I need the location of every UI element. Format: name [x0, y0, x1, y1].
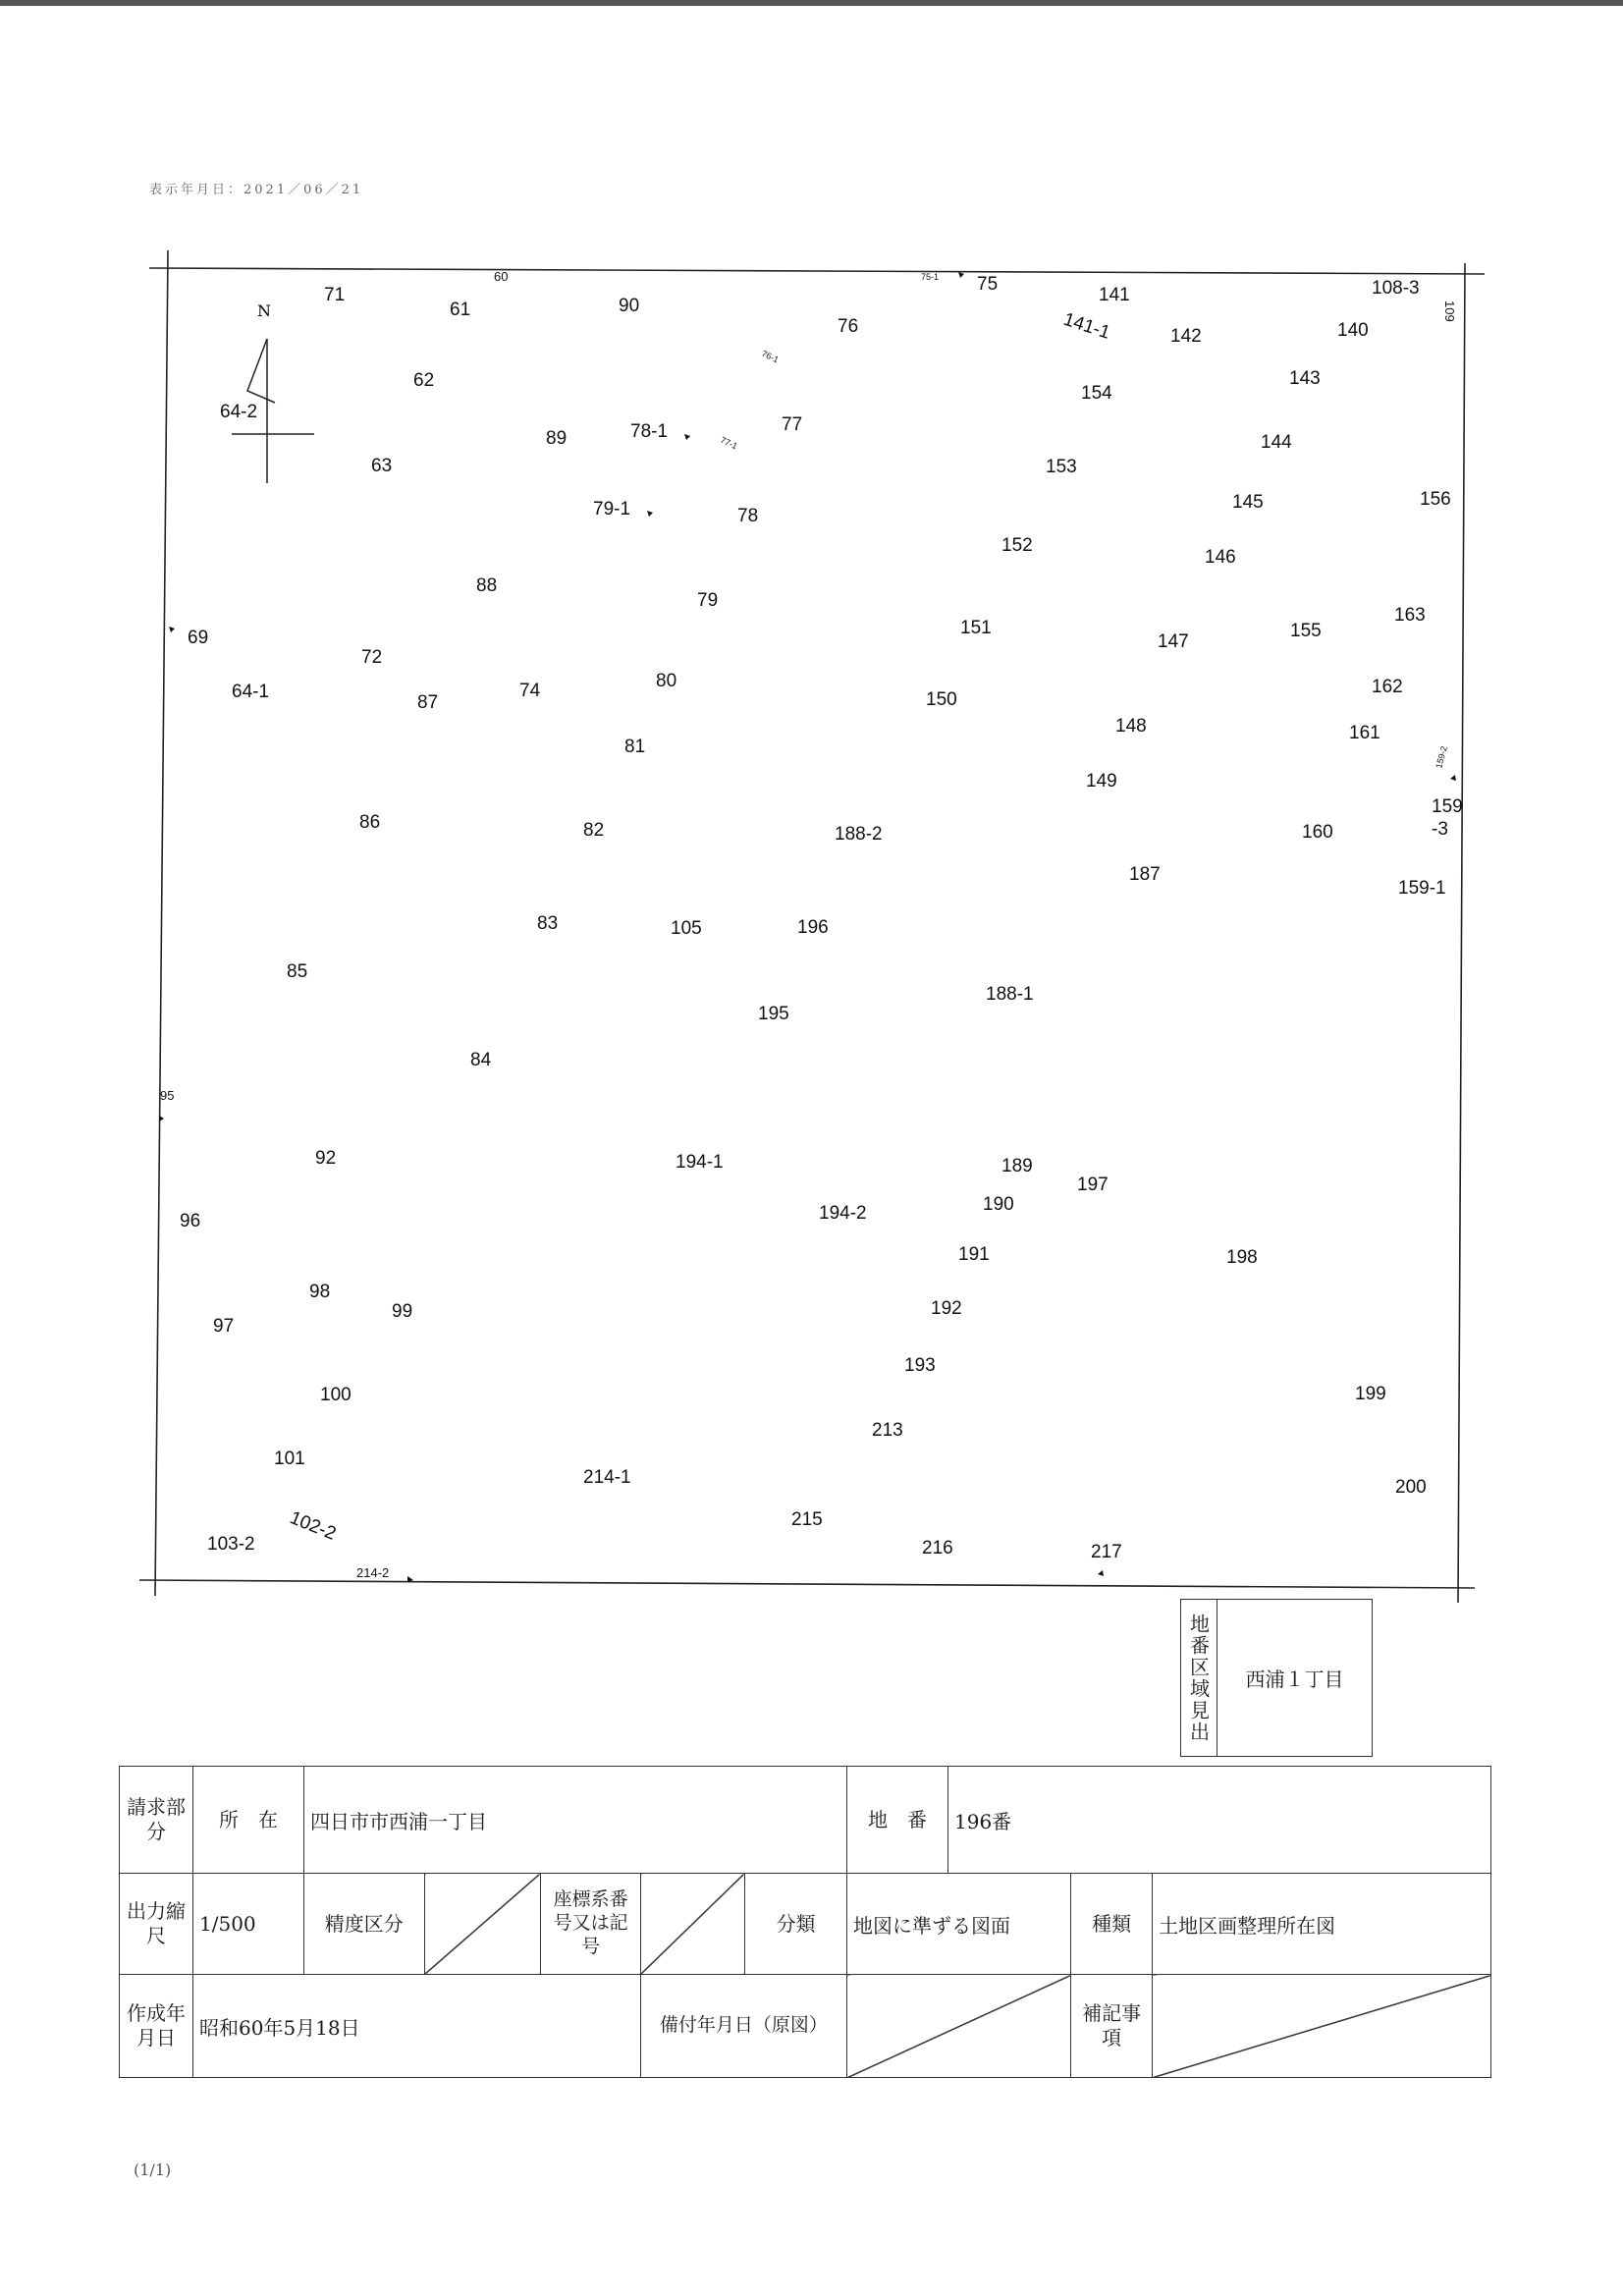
parcel-label: 86: [359, 812, 381, 833]
parcel-label: -3: [1432, 819, 1448, 840]
parcel-label: 160: [1302, 822, 1333, 843]
parcel-label: 98: [309, 1282, 331, 1302]
category-value: 地図に準ずる図面: [847, 1874, 1071, 1975]
parcel-label: 198: [1226, 1247, 1258, 1268]
parcel-label: 193: [904, 1355, 936, 1376]
page-count: (1/1): [134, 2160, 172, 2179]
parcel-label: 61: [450, 300, 471, 320]
parcel-label: 217: [1091, 1542, 1122, 1562]
filed-empty: [847, 1975, 1071, 2078]
parcel-label: 144: [1261, 432, 1292, 453]
parcel-label: 72: [361, 647, 383, 668]
region-value: 西浦１丁目: [1245, 1669, 1344, 1691]
parcel-label: 77-1: [719, 434, 739, 452]
parcel-label: 155: [1290, 621, 1322, 641]
parcel-label: 92: [315, 1148, 337, 1169]
scale-label: 出力縮尺: [120, 1874, 193, 1975]
parcel-label: 148: [1115, 716, 1147, 737]
parcel-label: 95: [160, 1088, 175, 1103]
coordinate-label: 座標系番号又は記号: [541, 1874, 640, 1975]
type-value: 土地区画整理所在図: [1153, 1874, 1491, 1975]
parcel-label: 87: [417, 692, 439, 713]
parcel-label: 76-1: [760, 348, 781, 365]
parcel-label: 200: [1395, 1477, 1427, 1498]
parcel-label: 216: [922, 1538, 953, 1558]
parcel-label: 192: [931, 1298, 962, 1319]
parcel-label: 163: [1394, 605, 1426, 626]
parcel-label: 215: [791, 1509, 823, 1530]
parcel-label: 101: [274, 1449, 305, 1469]
parcel-label: 63: [371, 456, 393, 476]
parcel-label: 187: [1129, 864, 1161, 885]
parcel-label: 195: [758, 1004, 789, 1024]
parcel-label: 75: [977, 274, 999, 295]
parcel-label: 159: [1432, 796, 1463, 817]
parcel-label: 189: [1001, 1156, 1033, 1176]
parcel-label: 80: [656, 671, 677, 691]
parcel-region-index: [1180, 1599, 1373, 1757]
parcel-label: 105: [671, 918, 702, 939]
parcel-label: 153: [1046, 457, 1077, 477]
location-label: 所 在: [193, 1767, 304, 1874]
parcel-label: 60: [494, 269, 509, 284]
parcel-label: 141-1: [1060, 308, 1113, 344]
parcel-label: 156: [1420, 489, 1451, 510]
parcel-label: 191: [958, 1244, 990, 1265]
parcel-label: 81: [624, 737, 646, 757]
parcel-label: 159-1: [1398, 878, 1446, 899]
parcel-label: 64-1: [232, 682, 270, 702]
parcel-label: 154: [1081, 383, 1112, 404]
parcel-label: 71: [324, 285, 346, 305]
lot-label: 地 番: [847, 1767, 948, 1874]
precision-label: 精度区分: [304, 1874, 425, 1975]
display-date: 表示年月日：2021／06／21: [149, 183, 364, 197]
parcel-label: 75-1: [921, 272, 940, 282]
request-part-label: 請求部分: [120, 1767, 193, 1874]
parcel-label: 162: [1372, 677, 1403, 697]
coordinate-empty: [640, 1874, 744, 1975]
parcel-label: 83: [537, 913, 559, 934]
parcel-label: 141: [1099, 285, 1130, 305]
parcel-label: 194-1: [676, 1152, 724, 1173]
notes-label: 補記事項: [1071, 1975, 1153, 2078]
parcel-label: 151: [960, 618, 992, 638]
parcel-label: 197: [1077, 1175, 1109, 1195]
parcel-label: 84: [470, 1050, 492, 1070]
parcel-label: 76: [838, 316, 859, 337]
parcel-label: 74: [519, 681, 541, 701]
parcel-label: 142: [1170, 326, 1202, 347]
parcel-label: 196: [797, 917, 829, 938]
parcel-label: 69: [188, 628, 209, 648]
parcel-label: 79: [697, 590, 719, 611]
parcel-label: 150: [926, 689, 957, 710]
certificate-table: [119, 1766, 1491, 2078]
parcel-label: 78: [737, 506, 759, 526]
parcel-label: 161: [1349, 723, 1380, 743]
parcel-label: 199: [1355, 1384, 1386, 1404]
parcel-label: 152: [1001, 535, 1033, 556]
created-value: 昭和60年5月18日: [193, 1975, 641, 2078]
type-label: 種類: [1071, 1874, 1153, 1975]
parcel-label: 194-2: [819, 1203, 867, 1224]
region-heading: 地番区域見出: [1181, 1600, 1217, 1756]
parcel-label: 85: [287, 961, 308, 982]
lot-value: 196番: [948, 1767, 1491, 1874]
parcel-label: 79-1: [593, 499, 631, 519]
filed-label: 備付年月日（原図）: [640, 1975, 846, 2078]
category-label: 分類: [745, 1874, 847, 1975]
parcel-label: 109: [1442, 301, 1457, 322]
scale-value: 1/500: [193, 1874, 304, 1975]
parcel-label: 188-2: [835, 824, 883, 845]
parcel-label: 140: [1337, 320, 1369, 341]
parcel-label: 78-1: [630, 421, 669, 442]
parcel-label: 62: [413, 370, 435, 391]
parcel-label: 214-1: [583, 1467, 631, 1488]
parcel-label: 102-2: [287, 1507, 340, 1545]
parcel-label: 149: [1086, 771, 1117, 792]
parcel-label: 188-1: [986, 984, 1034, 1005]
parcel-label: 89: [546, 428, 568, 449]
parcel-label: 145: [1232, 492, 1264, 513]
north-label: N: [257, 301, 271, 320]
parcel-label: 64-2: [220, 402, 258, 422]
parcel-label: 146: [1205, 547, 1236, 568]
parcel-label: 82: [583, 820, 605, 841]
precision-empty: [424, 1874, 541, 1975]
parcel-label: 214-2: [356, 1565, 390, 1580]
parcel-label: 103-2: [207, 1534, 255, 1555]
location-value: 四日市市西浦一丁目: [304, 1767, 847, 1874]
parcel-label: 90: [619, 296, 640, 316]
parcel-label: 190: [983, 1194, 1014, 1215]
notes-empty: [1153, 1975, 1491, 2078]
parcel-label: 100: [320, 1385, 352, 1405]
parcel-label: 213: [872, 1420, 903, 1441]
parcel-label: 77: [782, 414, 803, 435]
parcel-label: 143: [1289, 368, 1321, 389]
created-label: 作成年月日: [120, 1975, 193, 2078]
parcel-label: 97: [213, 1316, 235, 1337]
parcel-label: 108-3: [1372, 278, 1420, 299]
parcel-label: 147: [1158, 631, 1189, 652]
parcel-label: 99: [392, 1301, 413, 1322]
parcel-label: 96: [180, 1211, 201, 1231]
parcel-label: 88: [476, 575, 498, 596]
parcel-label: 159-2: [1434, 744, 1449, 770]
